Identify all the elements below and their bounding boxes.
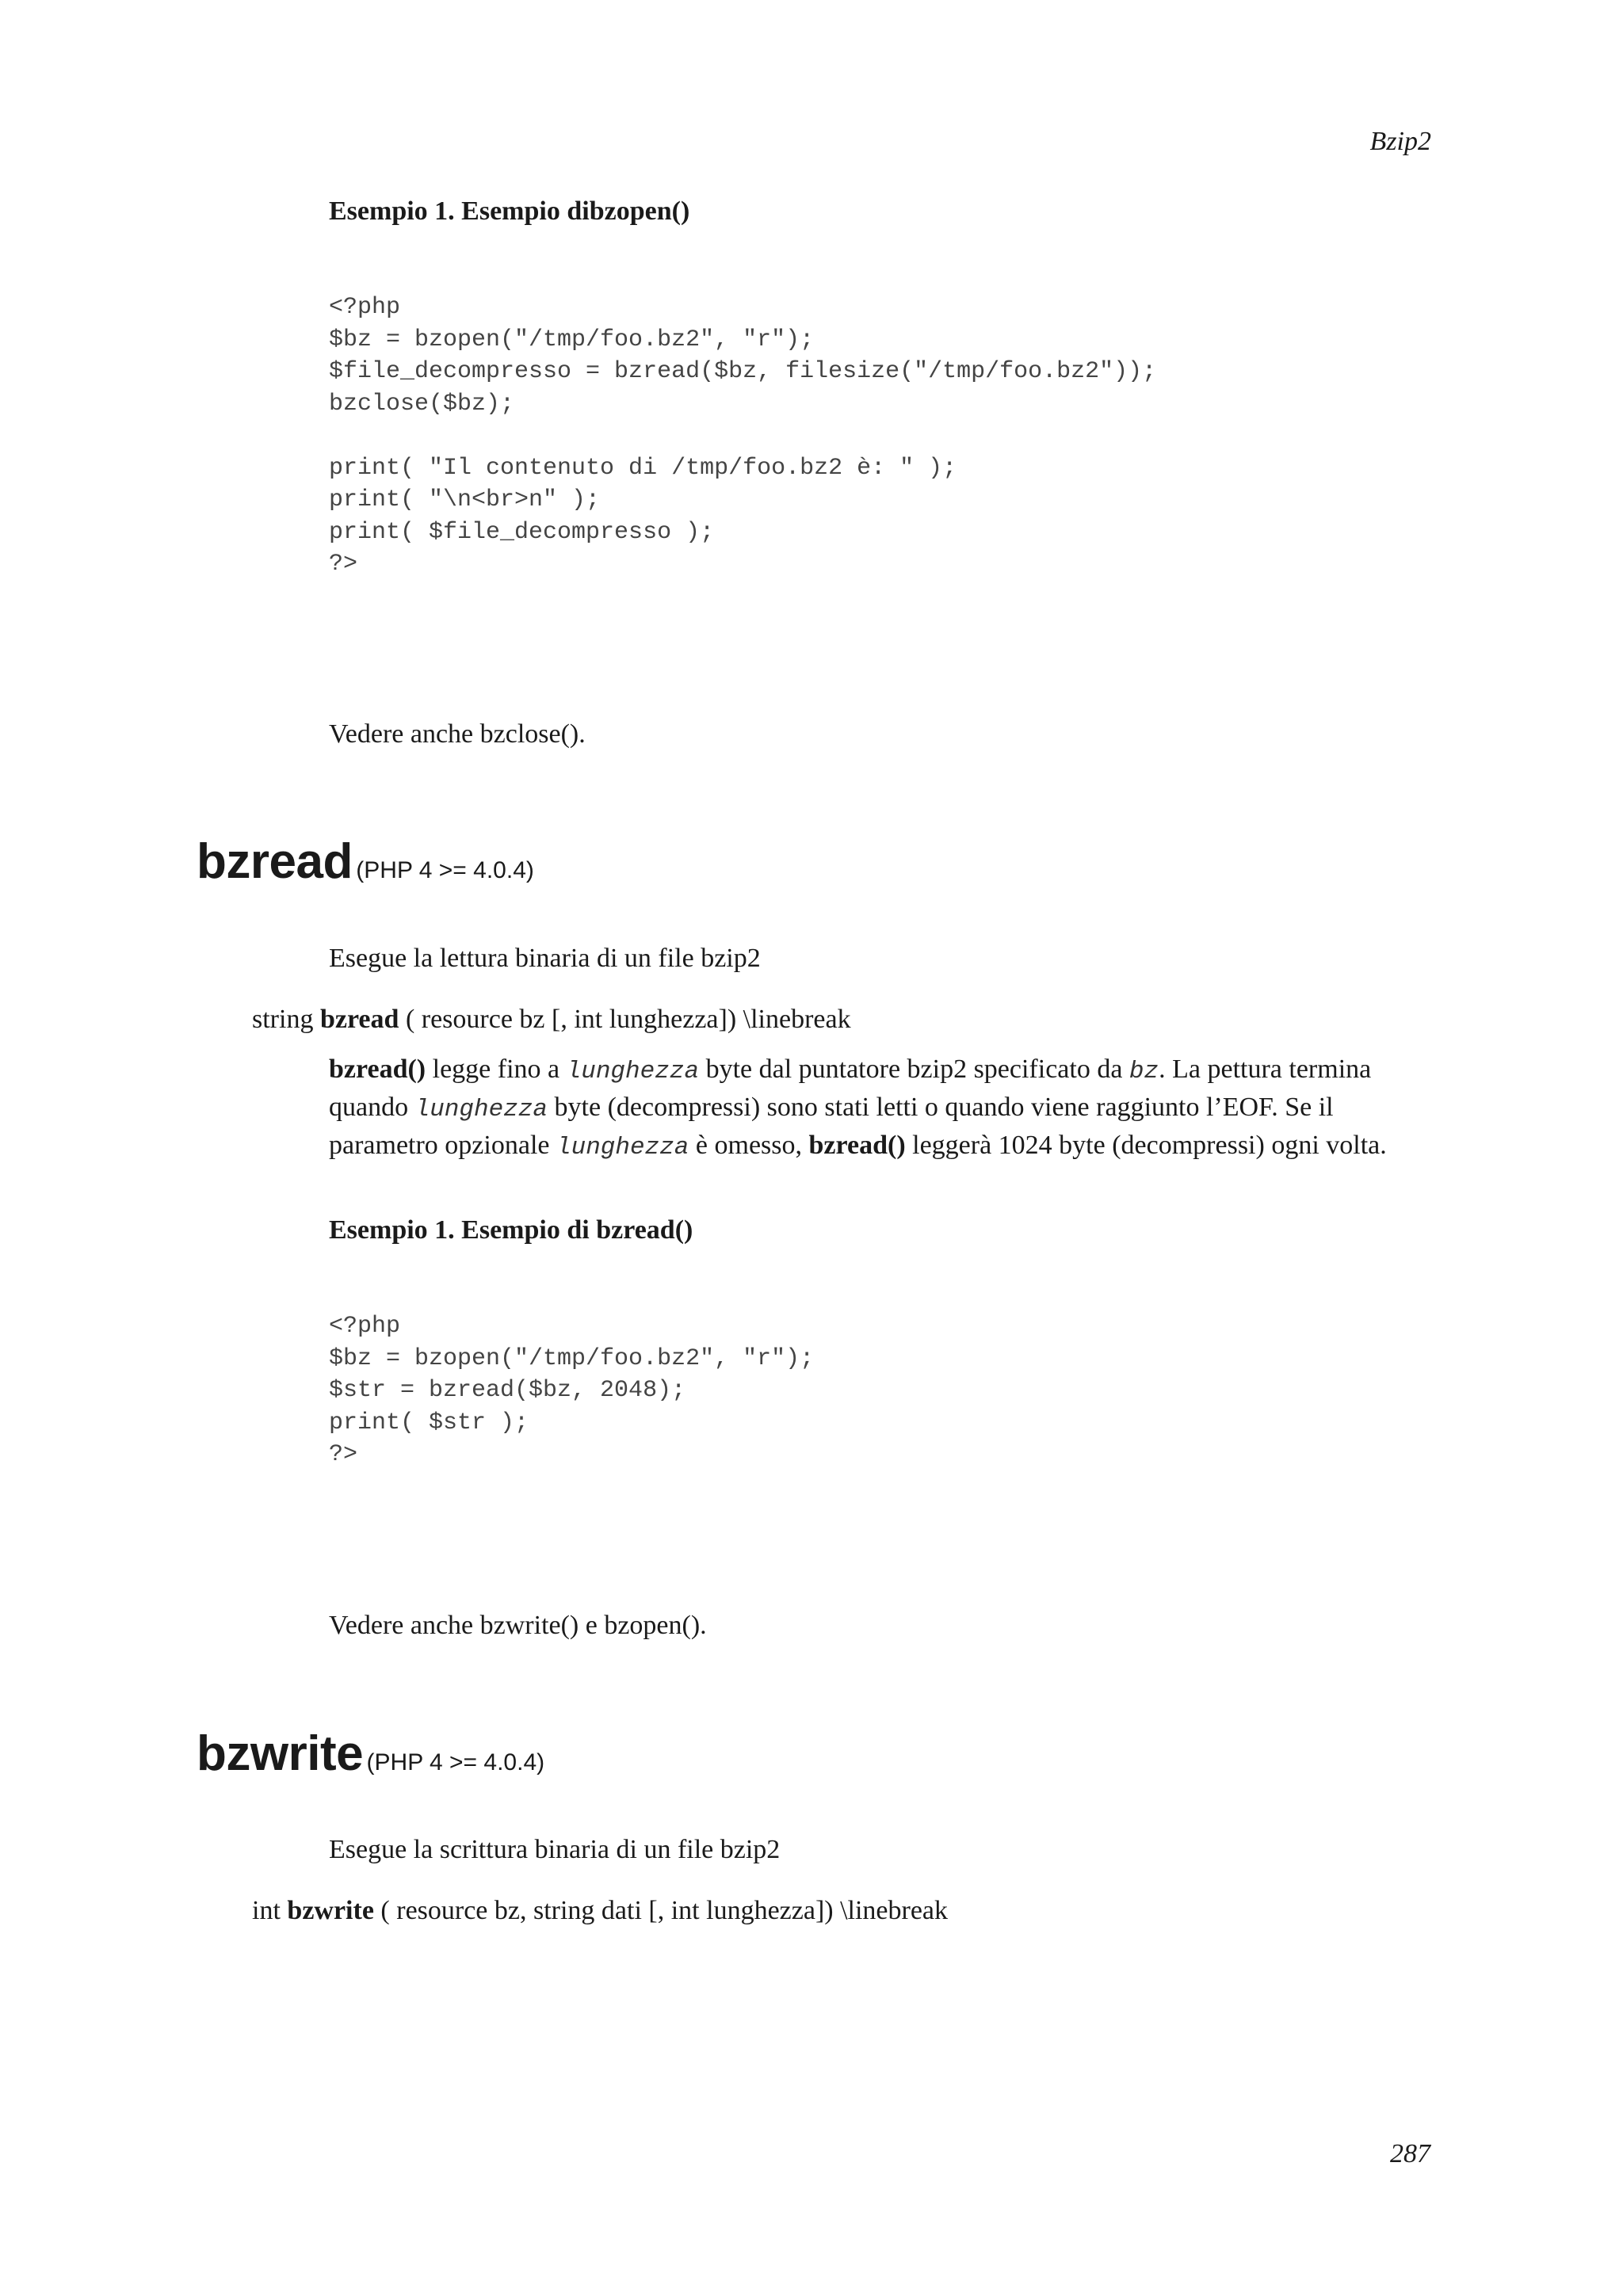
function-heading-bzwrite: [197, 1726, 544, 1782]
function-synopsis-bzread: [252, 1005, 851, 1035]
function-purpose-bzwrite: Esegue la scrittura binaria di un file bzip2: [329, 1835, 781, 1864]
return-type: string: [252, 1005, 314, 1034]
synopsis-function-name: bzread: [319, 1005, 399, 1034]
desc-function-ref: bzread(): [808, 1131, 906, 1160]
param-ref: lunghezza: [556, 1134, 689, 1161]
desc-function-ref: bzread(): [329, 1055, 426, 1084]
desc-text: legge fino a: [426, 1055, 567, 1084]
desc-text: leggerà 1024 byte (decompressi) ogni volta.: [905, 1131, 1387, 1160]
desc-text: è omesso,: [689, 1131, 809, 1160]
page-number: 287: [1390, 2139, 1430, 2168]
code-block-bzread: <?php $bz = bzopen("/tmp/foo.bz2", "r"); $str = bzread($bz, 2048); print( $str ); ?>: [329, 1313, 815, 1468]
return-type: int: [252, 1896, 281, 1925]
function-name: bzread: [197, 834, 353, 889]
desc-text: byte (decompressi) sono stati letti o quando viene raggiunto l’EOF. Se il parametro opzionale: [329, 1093, 1334, 1160]
function-version: (PHP 4 >= 4.0.4): [356, 857, 534, 883]
see-also-bzopen: Vedere anche bzclose().: [329, 719, 586, 749]
code-block-bzopen: <?php $bz = bzopen("/tmp/foo.bz2", "r"); $file_decompresso = bzread($bz, filesize("/tmp/foo.bz2")); bzclose($bz); print( "Il contenuto di /tmp/foo.bz2 è: " ); print( "\n<br>n" ); print( $file_decompresso ); ?>: [329, 294, 1157, 578]
function-purpose-bzread: Esegue la lettura binaria di un file bzip2: [329, 944, 761, 973]
desc-text: . La pettura termina quando: [329, 1055, 1372, 1122]
synopsis-function-name: bzwrite: [287, 1896, 374, 1925]
function-name: bzwrite: [197, 1726, 364, 1781]
desc-text: byte dal puntatore bzip2 specificato da: [699, 1055, 1129, 1084]
synopsis-params: ( resource bz, string dati [, int lunghezza]) \linebreak: [380, 1896, 949, 1925]
param-ref: lunghezza: [566, 1058, 700, 1085]
function-version: (PHP 4 >= 4.0.4): [366, 1749, 545, 1775]
example-title-bzread: Esempio 1. Esempio di bzread(): [329, 1215, 693, 1245]
function-description-bzread: [329, 1051, 1438, 1165]
synopsis-params: ( resource bz [, int lunghezza]) \linebreak: [405, 1005, 851, 1034]
function-synopsis-bzwrite: [252, 1896, 948, 1926]
see-also-bzread: Vedere anche bzwrite() e bzopen().: [329, 1611, 707, 1640]
example-title-bzopen: Esempio 1. Esempio dibzopen(): [329, 196, 690, 226]
running-header: Bzip2: [1369, 127, 1431, 156]
param-ref: lunghezza: [414, 1096, 548, 1123]
function-heading-bzread: [197, 833, 534, 890]
param-ref: bz: [1128, 1058, 1159, 1085]
